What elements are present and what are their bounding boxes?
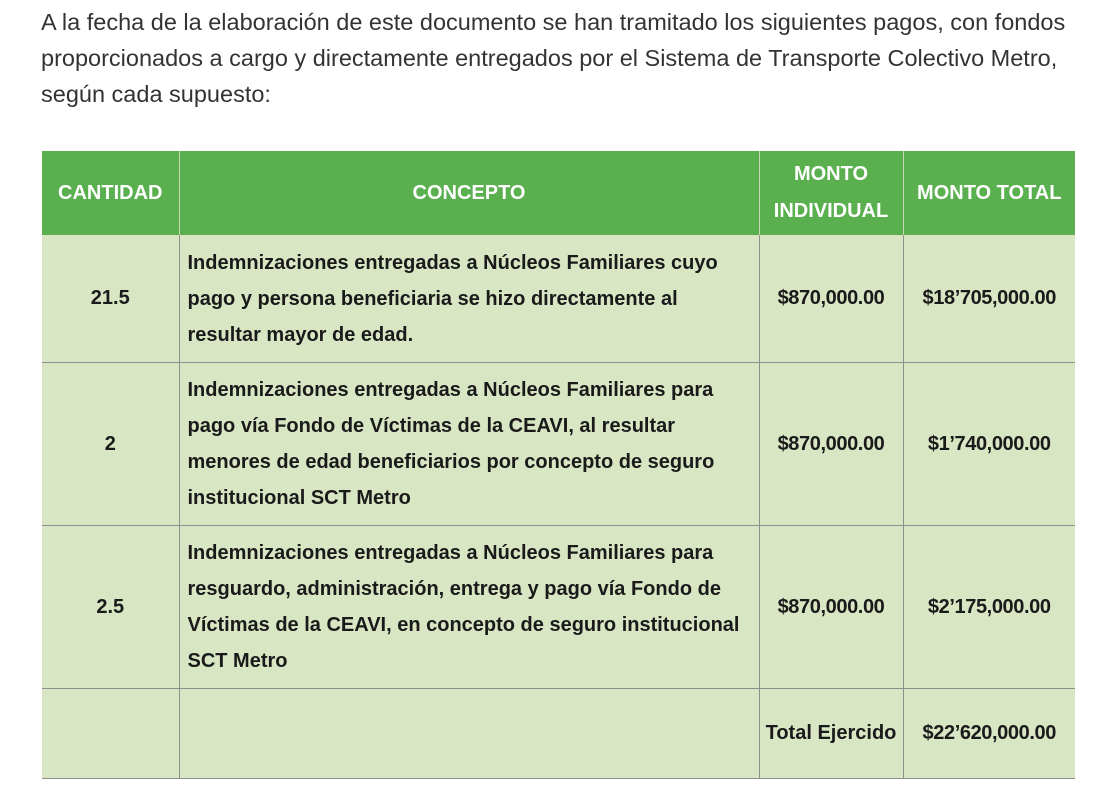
header-concepto: CONCEPTO <box>179 151 759 235</box>
total-label: Total Ejercido <box>759 689 903 779</box>
header-monto-total: MONTO TOTAL <box>903 151 1075 235</box>
cell-monto-individual: $870,000.00 <box>759 526 903 689</box>
cell-monto-individual: $870,000.00 <box>759 363 903 526</box>
intro-paragraph: A la fecha de la elaboración de este documento se han tramitado los siguientes pagos, con fondos proporcionados a cargo y directamente entregados por el Sistema de Transporte Colectivo Metro, según cada supuesto: <box>41 9 1066 107</box>
table-row <box>42 235 1075 363</box>
cell-monto-individual: $870,000.00 <box>759 235 903 363</box>
cell-empty <box>42 689 179 779</box>
header-cantidad: CANTIDAD <box>42 151 179 235</box>
cell-concepto: Indemnizaciones entregadas a Núcleos Familiares para pago vía Fondo de Víctimas de la CEAVI, al resultar menores de edad beneficiarios por concepto de seguro institucional SCT Metro <box>179 363 759 526</box>
cell-empty <box>179 689 759 779</box>
cell-monto-total: $2’175,000.00 <box>903 526 1075 689</box>
cell-cantidad: 21.5 <box>42 235 179 363</box>
cell-cantidad: 2.5 <box>42 526 179 689</box>
cell-concepto: Indemnizaciones entregadas a Núcleos Familiares para resguardo, administración, entrega y pago vía Fondo de Víctimas de la CEAVI, en concepto de seguro institucional SCT Metro <box>179 526 759 689</box>
table-row <box>42 526 1075 689</box>
cell-monto-total: $18’705,000.00 <box>903 235 1075 363</box>
table-header-row <box>42 151 1075 235</box>
table-row <box>42 363 1075 526</box>
cell-monto-total: $1’740,000.00 <box>903 363 1075 526</box>
payments-table <box>42 151 1075 779</box>
cell-cantidad: 2 <box>42 363 179 526</box>
total-value: $22’620,000.00 <box>903 689 1075 779</box>
header-monto-individual: MONTO INDIVIDUAL <box>759 151 903 235</box>
total-row <box>42 689 1075 779</box>
cell-concepto: Indemnizaciones entregadas a Núcleos Familiares cuyo pago y persona beneficiaria se hizo directamente al resultar mayor de edad. <box>179 235 759 363</box>
